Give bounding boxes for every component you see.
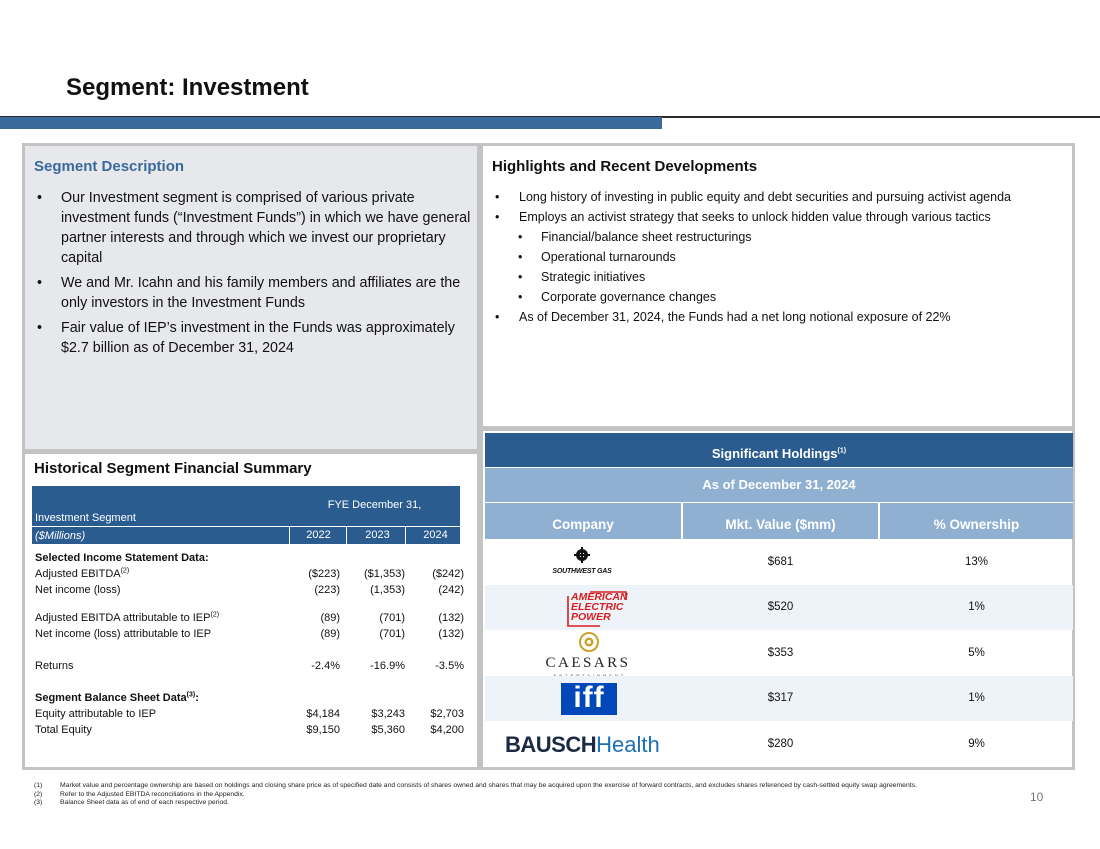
bullet-icon: • xyxy=(518,230,523,244)
table-row xyxy=(485,676,1073,721)
footnote: (1) Market value and percentage ownership are based on holdings and closing share price as of specified date and consists of shares owned and shares that may be acquired upon the exercise of forward contracts, and excludes shares referenced by cash-settled equity swap agreements. xyxy=(34,782,917,789)
income-section-header: Selected Income Statement Data: xyxy=(35,552,209,564)
page-title: Segment: Investment xyxy=(66,74,309,101)
balance-section-header: Segment Balance Sheet Data$^{(3)}$: xyxy=(35,691,199,704)
header-divider xyxy=(32,526,460,527)
ownership-pct: 1% xyxy=(968,692,985,704)
table-row: Equity attributable to IEP $4,184 $3,243 $2,703 xyxy=(35,708,464,720)
list-item: • Strategic initiatives xyxy=(518,270,646,284)
list-item: • Long history of investing in public equity and debt securities and pursuing activist agenda xyxy=(495,190,1011,204)
table-row: Adjusted EBITDA attributable to IEP$^{(2)}$ (89) (701) (132) xyxy=(35,611,464,624)
list-item: • Corporate governance changes xyxy=(518,290,717,304)
header-column-divider xyxy=(405,526,406,544)
holdings-column-headers xyxy=(485,503,1073,539)
footnote: (3) Balance Sheet data as of end of each respective period. xyxy=(34,799,229,807)
segment-label: Investment Segment xyxy=(35,512,136,524)
holdings-subtitle: As of December 31, 2024 xyxy=(485,468,1073,503)
bullet-icon: • xyxy=(495,310,500,324)
bullet-icon: • xyxy=(37,275,43,291)
table-row: Total Equity $9,150 $5,360 $4,200 xyxy=(35,724,464,736)
bullet-icon: • xyxy=(37,320,43,336)
list-item: • Fair value of IEP’s investment in the Funds was approximately $2.7 billion as of December 31, 2024 xyxy=(37,320,455,356)
iff-logo: iff xyxy=(485,676,681,721)
holdings-panel xyxy=(480,428,1075,770)
table-row xyxy=(485,631,1073,676)
column-header-company: Company xyxy=(485,503,681,539)
market-value: $353 xyxy=(767,647,794,659)
units-label: ($Millions) xyxy=(35,530,86,542)
header-column-divider xyxy=(346,526,347,544)
bullet-icon: • xyxy=(518,250,523,264)
financial-summary-heading: Historical Segment Financial Summary xyxy=(34,460,312,477)
segment-description-list xyxy=(34,188,474,363)
highlights-heading: Highlights and Recent Developments xyxy=(492,158,758,175)
table-row: Net income (loss) (223) (1,353) (242) xyxy=(35,584,464,596)
holdings-title: Significant Holdings$^{(1)}$ xyxy=(485,433,1073,467)
table-row xyxy=(485,540,1073,585)
table-row: Adjusted EBITDA$^{(2)}$ ($223) ($1,353) ($242) xyxy=(35,567,464,580)
period-label: FYE December 31, xyxy=(327,499,422,511)
ownership-pct: 9% xyxy=(968,738,985,750)
column-header-ownership: % Ownership xyxy=(880,503,1073,539)
list-item: • As of December 31, 2024, the Funds had a net long notional exposure of 22% xyxy=(495,310,951,324)
laurel-emblem-icon xyxy=(578,631,600,653)
column-header-value: Mkt. Value ($mm) xyxy=(683,503,878,539)
footnotes xyxy=(34,782,1004,808)
highlights-panel xyxy=(480,143,1075,429)
year-header: 2023 xyxy=(365,529,390,541)
southwest-gas-logo: SOUTHWEST GAS xyxy=(485,540,681,585)
market-value: $317 xyxy=(767,692,794,704)
ownership-pct: 1% xyxy=(968,601,985,613)
bullet-icon: • xyxy=(495,210,500,224)
bullet-icon: • xyxy=(518,290,523,304)
financial-table-header xyxy=(32,486,460,544)
table-row: Net income (loss) attributable to IEP (89) (701) (132) xyxy=(35,628,464,640)
ownership-pct: 13% xyxy=(964,556,989,568)
market-value: $520 xyxy=(767,601,794,613)
market-value: $280 xyxy=(767,738,794,750)
market-value: $681 xyxy=(767,556,794,568)
table-row: Returns -2.4% -16.9% -3.5% xyxy=(35,660,464,672)
segment-description-heading: Segment Description xyxy=(34,158,185,175)
list-item: • Our Investment segment is comprised of various private investment funds (“Investment Funds”) in which we have general partner interests and through which we invest our proprietary capital xyxy=(37,190,471,266)
financial-summary-panel xyxy=(22,451,480,770)
segment-description-panel xyxy=(22,143,480,452)
table-row xyxy=(485,722,1073,767)
footnote: (2) Refer to the Adjusted EBITDA reconciliations in the Appendix. xyxy=(34,790,245,798)
list-item: • Employs an activist strategy that seeks to unlock hidden value through various tactics xyxy=(495,210,991,224)
list-item: • Operational turnarounds xyxy=(518,250,676,264)
list-item: • We and Mr. Icahn and his family members and affiliates are the only investors in the Investment Funds xyxy=(37,275,461,311)
table-row xyxy=(485,585,1073,630)
bullet-icon: • xyxy=(37,190,43,206)
table-row xyxy=(35,550,461,566)
list-item: • Financial/balance sheet restructurings xyxy=(518,230,752,244)
highlights-list xyxy=(492,189,1062,329)
year-header: 2024 xyxy=(423,529,448,541)
bullet-icon: • xyxy=(518,270,523,284)
flame-icon xyxy=(573,547,591,563)
aep-logo: AMERICAN ELECTRIC POWER xyxy=(485,585,681,630)
page-number: 10 xyxy=(1030,790,1044,804)
ownership-pct: 5% xyxy=(968,647,985,659)
caesars-logo: CAESARS xyxy=(485,631,681,676)
header-column-divider xyxy=(289,526,290,544)
bausch-health-logo: BAUSCHHealth xyxy=(505,732,660,757)
bullet-icon: • xyxy=(495,190,500,204)
table-row xyxy=(35,690,461,706)
year-header: 2022 xyxy=(306,529,331,541)
title-accent-bar xyxy=(0,117,662,129)
